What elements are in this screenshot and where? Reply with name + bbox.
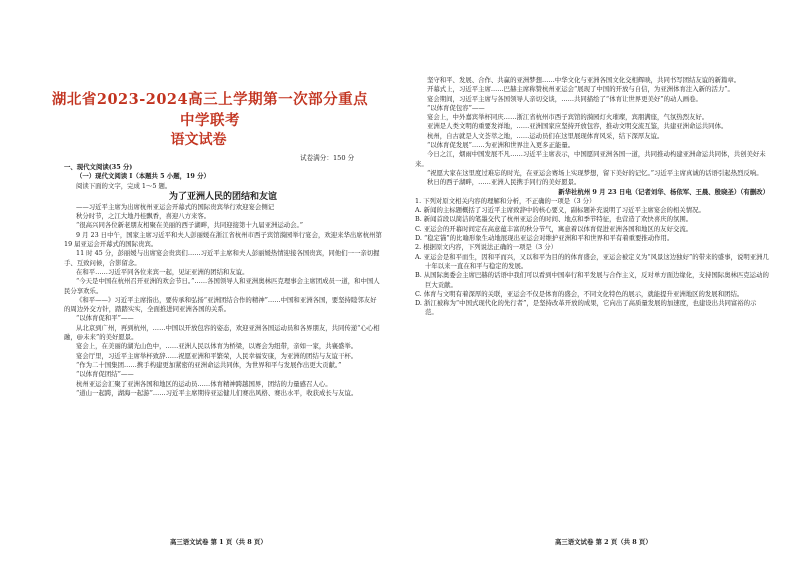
right-paragraph: “祝愿大家在这里度过难忘的时光，在亚运会赛场上实现梦想，留下美好的记忆。”习近平主席真诚的话语引起热烈反响。 [427,168,763,177]
left-paragraph: “作为二十国集团……携手构建更加紧密的亚洲命运共同体，为世界和平与发展作出更大贡献。” [76,360,342,369]
left-paragraph: 9 月 23 日中午，国家主席习近平和夫人彭丽媛在浙江省杭州市西子宾馆漪园举行宴会，欢迎来华出席杭州第 19 届亚运会开幕式的国际贵宾。 [64,230,382,249]
left-paragraph: 11 时 45 分，彭丽媛与出席宴会贵宾们……习近平主席和夫人彭丽媛热情迎接各国贵宾，同他们一一亲切握手、互致问候，合影留念。 [64,249,380,267]
left-paragraph: 为了亚洲人民的团结和友谊 [168,191,277,202]
right-paragraph: A. 新闻的主标题概括了习近平主席致辞中的核心要义，副标题补充说明了习近平主席宴会的相关情况。 [415,206,705,215]
right-paragraph: B. 新闻首段以简洁的笔墨交代了杭州亚运会的时间、地点和季节特征，也营造了欢快喜庆的氛围。 [415,215,693,224]
exam-title: 湖北省2023-2024高三上学期第一次部分重点中学联考 [51,91,369,129]
subject-title: 语文试卷 [170,132,227,148]
right-paragraph: 今日之江，烟雨中国发展不凡……习近平主席表示，中国愿同亚洲各国一道，共同推动构建亚洲命运共同体，共创美好未来。 [415,150,766,168]
right-paragraph: 秋日的西子湖畔，……亚洲人民携手同行的美好愿景。 [427,178,581,187]
left-paragraph: “以体育促团结”—— [76,370,134,379]
right-paragraph: 杭州，自古就是人文荟萃之地，……运动员们在这里展现体育风采，结下深厚友谊。 [427,131,664,140]
right-paragraph: C. 亚运会的开幕时间定在高意蕴丰富的秋分节气，寓意着以体育促进亚洲各国和地区的友好交流。 [415,224,693,233]
score-note: 试卷满分：150 分 [300,154,355,162]
right-page-footer: 高三语文试卷 第 2 页（共 8 页） [555,538,652,546]
left-paragraph: “很高兴同各位新老朋友相聚在美丽的西子湖畔，共同迎接第十九届亚洲运动会。” [76,221,304,230]
right-page-body [415,76,769,318]
left-paragraph: 宴会上，在美丽的湖光山色中，……亚洲人民以体育为桥梁，以赛会为纽带，亲如一家，共襄盛举。 [76,342,358,351]
right-paragraph: D. 浙江被称为“中国式现代化的先行者”，是坚持改革开放的成果，它向出了高质量发展的加速度，也建设出共同富裕的示范。 [415,299,757,317]
left-paragraph: 杭州亚运会汇聚了亚洲各国和地区的运动员……体育精神跨越国界，团结的力量感召人心。 [76,379,332,388]
left-paragraph: 阅读下面的文字，完成 1～5 题。 [76,181,172,190]
right-paragraph: A. 亚运会是和平而生，因和平而兴，又以和平为目的的体育盛会，亚运会被定义为“风景这边独好”的带来的盛事，说明亚洲几十年以来一直在和平与稳定的发展。 [415,252,769,270]
right-paragraph: 2. 根据原文内容，下列说法正确的一项是（3 分） [415,243,558,252]
right-paragraph: 宴会期间，习近平主席与各国领导人亲切交谈，……共同描绘了“体育让世界更美好”的动人画卷。 [427,94,702,103]
right-paragraph: 亚洲是人类文明的重要发祥地，……亚洲国家应坚持开放包容，推动文明交流互鉴，共建亚洲命运共同体。 [427,122,728,131]
left-paragraph: ——习近平主席为出席杭州亚运会开幕式的国际贵宾举行欢迎宴会侧记 [76,202,275,211]
right-paragraph: “以体育促包容”—— [427,103,485,112]
left-paragraph: 《和平——》习近平主席指出，要传承和弘扬“亚洲团结合作的精神”……中国和亚洲各国，要坚持睦邻友好的周边外交方针，踏踏实实，全面推进同亚洲各国的关系。 [64,295,377,314]
left-paragraph: “今天是中国在杭州召开亚洲的欢会节日。”……各国领导人和亚洲奥林匹克理事会主席团成员一道，和中国人民分享欢乐。 [64,277,380,295]
right-paragraph: C. 体育与文明有着深厚的关联，亚运会不仅是体育的盛会，不同文化特色的展示，就能提升亚洲地区的发展和团结。 [415,289,744,298]
left-paragraph: 一、现代文阅读(35 分) [64,163,133,171]
right-paragraph: 新华社杭州 9 月 23 日电（记者刘华、杨依军、王晨、殷晓圣）（有删改） [558,187,769,196]
left-page-body [64,163,382,398]
right-paragraph: 宴会上，中外嘉宾举杯同庆……浙江省杭州市西子宾馆的漪园灯火璀璨，宾朋满座，气氛热烈友好。 [427,113,709,122]
right-paragraph: 1. 下列对原文相关内容的理解和分析，不正确的一项是（3 分） [415,196,596,205]
left-paragraph: 在和平……习近平同各位来宾一起，见证亚洲的团结和友谊。 [76,267,249,276]
right-paragraph: D. “稳定锚”的比喻形象生动地展现出亚运会对维护亚洲和平和世界和平有着重要推动作用。 [415,234,674,243]
left-paragraph: “以体育促和平”—— [76,314,134,323]
right-paragraph: “以体育促发展”……为亚洲和世界注入更多正能量。 [427,141,575,150]
left-paragraph: （一）现代文阅读 I（本题共 5 小题，19 分） [76,172,210,181]
left-page-footer: 高三语文试卷 第 1 页（共 8 页） [170,538,267,546]
right-paragraph: 开幕式上，习近平主席……巴赫主席称赞杭州亚运会“展现了中国的开放与自信，为亚洲体育注入新的活力”。 [427,85,734,94]
left-paragraph: 宴会厅里，习近平主席举杯致辞……祝愿亚洲和平繁荣，人民幸福安康，为亚洲的团结与友谊干杯。 [76,351,358,360]
left-paragraph: 秋分时节，之江大地丹桂飘香，喜迎八方来客。 [76,212,211,221]
left-paragraph: 从北京到广州，再到杭州，……中国以开放包容的姿态，欢迎亚洲各国运动员和各界朋友，共同传递“心心相融，@未来”的美好愿景。 [64,323,380,342]
left-paragraph: “道山一起跨，湖海一起游”……习近平主席期待亚运健儿们赛出风格、赛出水平，收获成长与友谊。 [76,388,358,397]
right-paragraph: B. 从国际奥委会主席巴赫的话语中我们可以看到中国奉行和平发展与合作主义，反对单方面边缘化，支持国际奥林匹克运动的巨大贡献。 [415,271,769,289]
right-paragraph: 坚守和平、发展、合作、共赢的亚洲梦想……中华文化与亚洲各国文化交相辉映，共同书写团结友谊的新篇章。 [427,76,741,84]
